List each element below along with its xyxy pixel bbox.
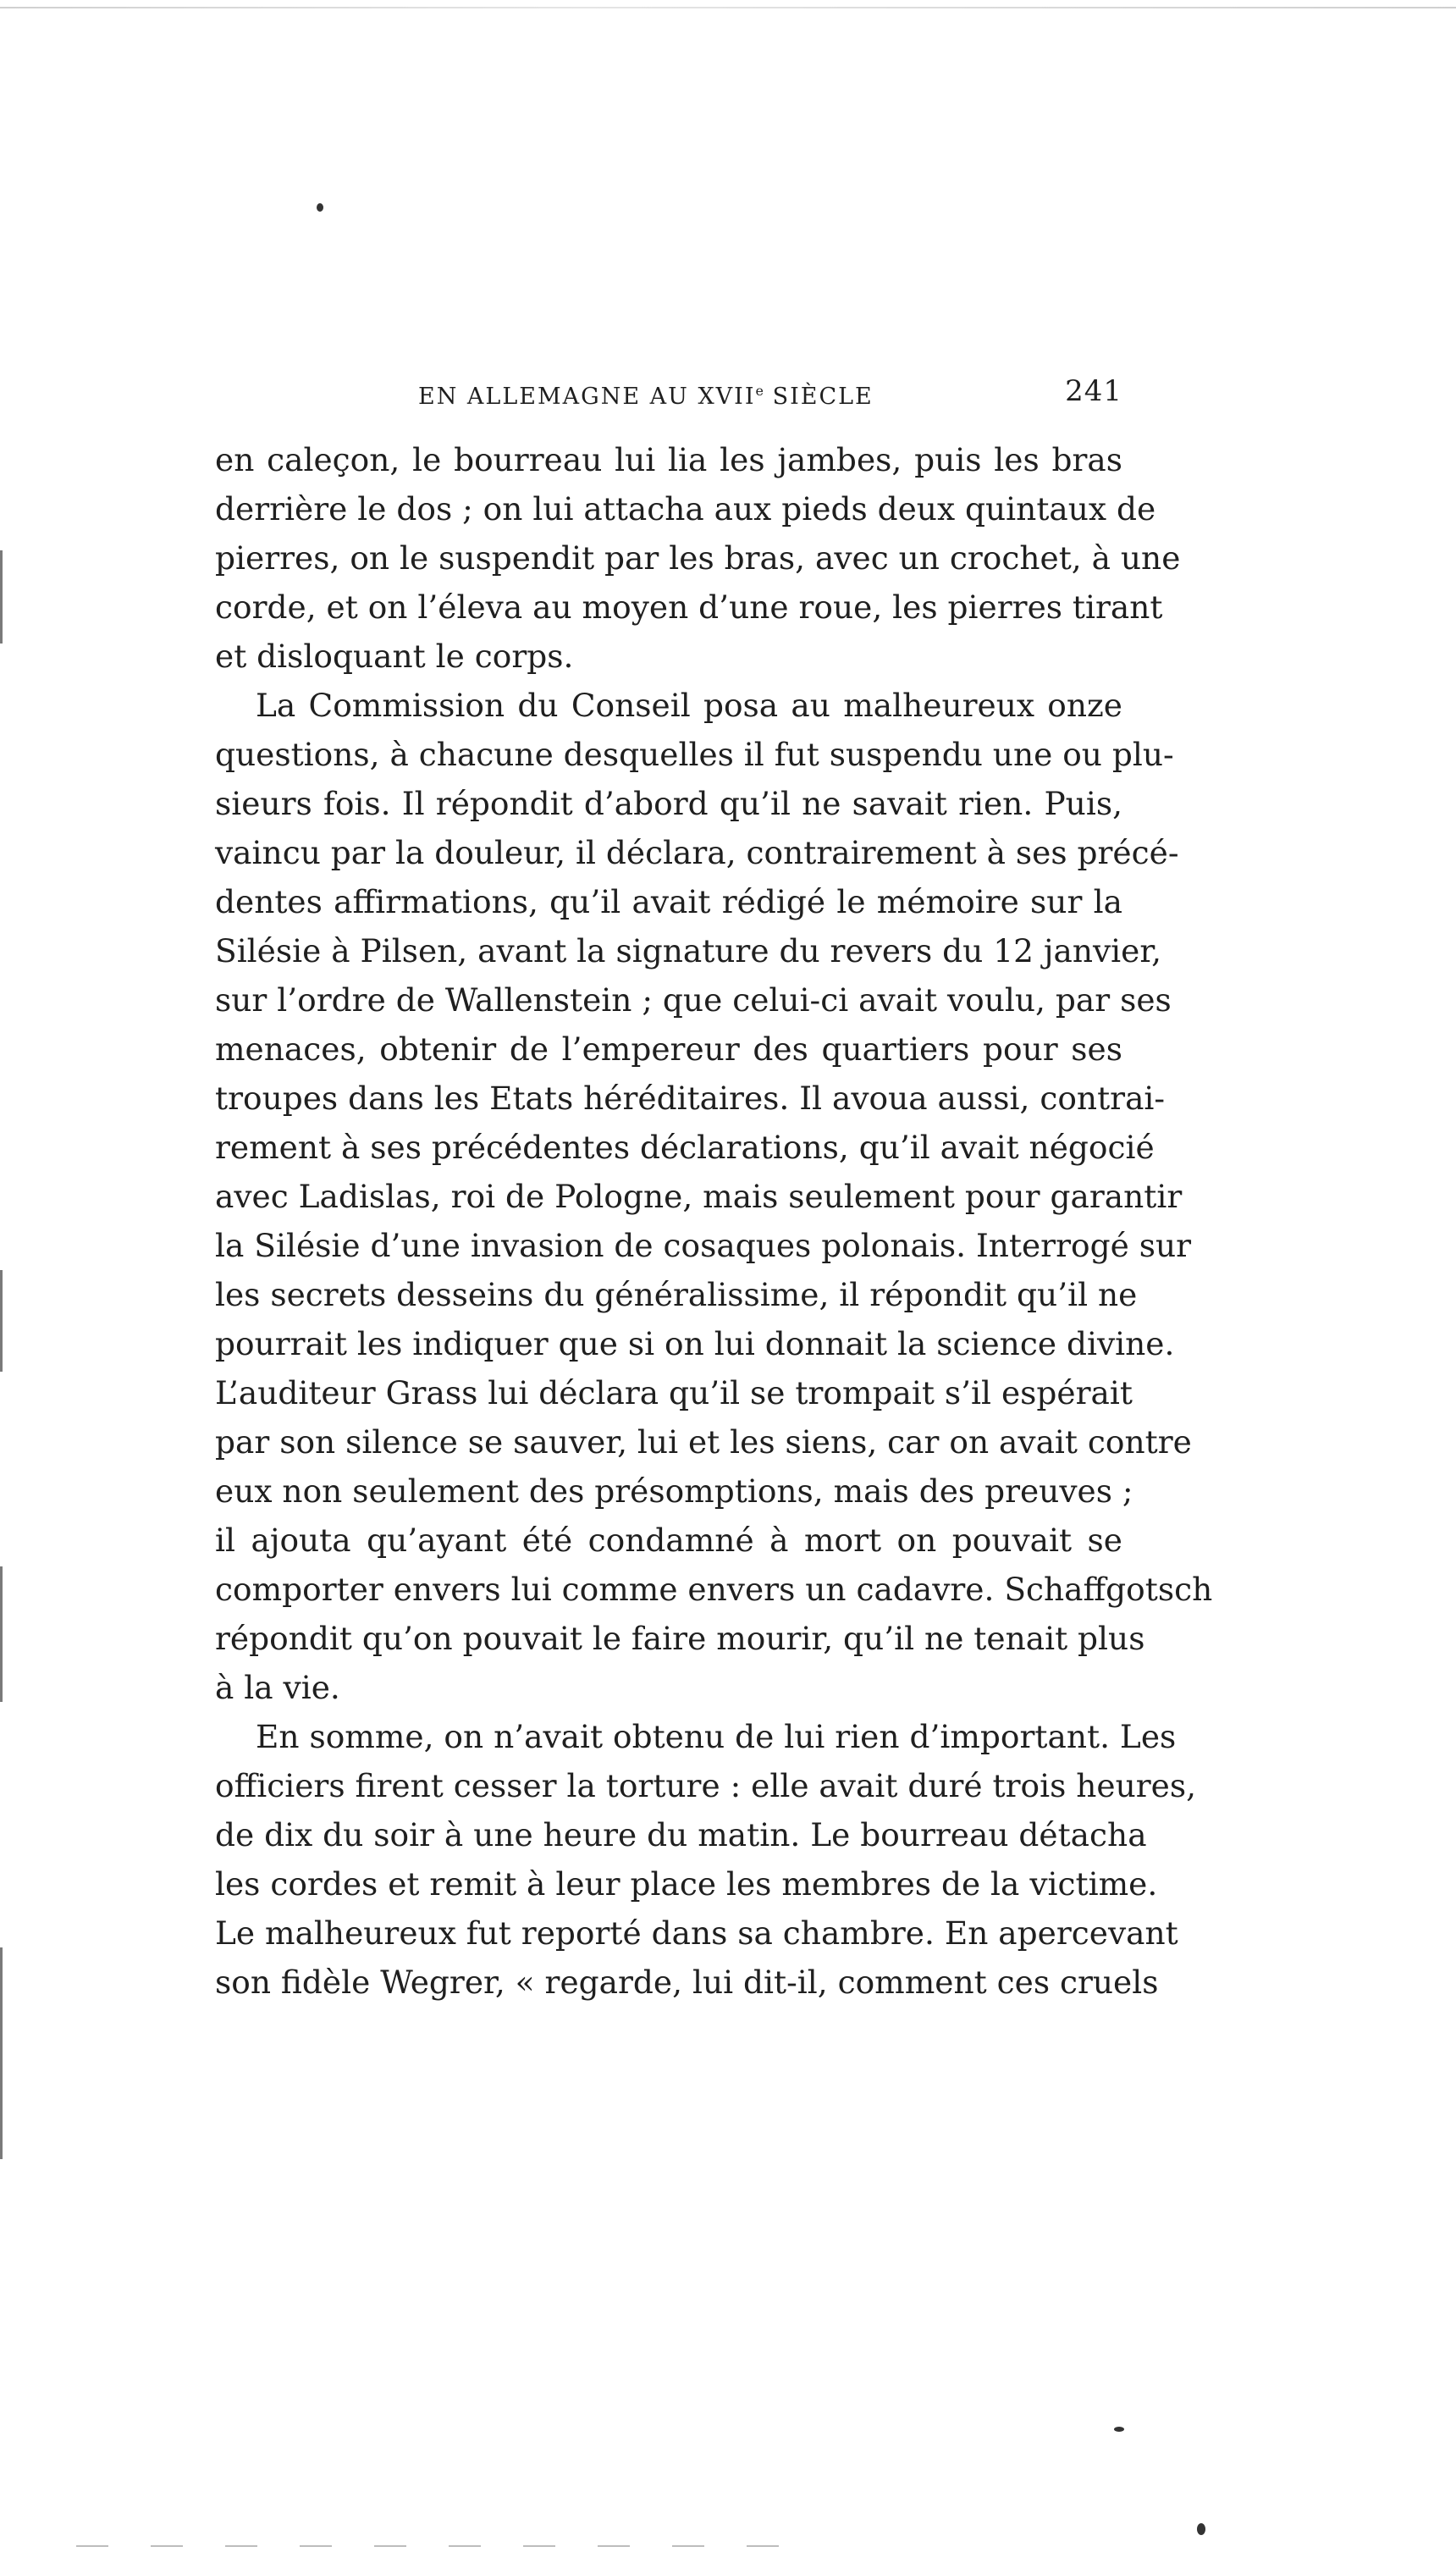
text-line: pourrait les indiquer que si on lui donnait la science divine. [215, 1325, 1175, 1362]
scan-edge-mark [0, 1566, 3, 1702]
scan-top-rule [0, 7, 1456, 8]
text-line: comporter envers lui comme envers un cadavre. Schaffgotsch [215, 1571, 1213, 1608]
scan-speck [1114, 2427, 1124, 2432]
running-title-superscript: e [755, 383, 764, 399]
running-header [215, 371, 1122, 412]
text-line: répondit qu’on pouvait le faire mourir, qu’il ne tenait plus [215, 1620, 1145, 1657]
text-line: vaincu par la douleur, il déclara, contrairement à ses précé- [215, 834, 1179, 871]
text-line: derrière le dos ; on lui attacha aux pieds deux quintaux de [215, 490, 1156, 528]
text-line: les cordes et remit à leur place les membres de la victime. [215, 1865, 1158, 1903]
scan-edge-mark [0, 1270, 3, 1372]
text-line: corde, et on l’éleva au moyen d’une roue, les pierres tirant [215, 588, 1163, 626]
text-line: la Silésie d’une invasion de cosaques polonais. Interrogé sur [215, 1227, 1192, 1264]
scan-edge-mark [0, 1947, 3, 2159]
text-line: son fidèle Wegrer, « regarde, lui dit-il, comment ces cruels [215, 1964, 1159, 2001]
running-title-tail: SIÈCLE [763, 384, 874, 410]
text-line: questions, à chacune desquelles il fut suspendu une ou plu- [215, 736, 1174, 773]
page-number: 241 [1065, 374, 1122, 408]
text-line: à la vie. [215, 1669, 340, 1706]
text-line: menaces, obtenir de l’empereur des quartiers pour ses [215, 1030, 1122, 1068]
text-line: La Commission du Conseil posa au malheureux onze [256, 687, 1122, 724]
text-line: officiers firent cesser la torture : elle avait duré trois heures, [215, 1767, 1197, 1804]
body-text [215, 435, 1213, 2007]
text-line: Silésie à Pilsen, avant la signature du revers du 12 janvier, [215, 932, 1162, 969]
text-line: sieurs fois. Il répondit d’abord qu’il ne savait rien. Puis, [215, 785, 1122, 822]
scan-bottom-dashes [76, 2545, 804, 2547]
text-line: par son silence se sauver, lui et les siens, car on avait contre [215, 1423, 1192, 1461]
text-line: pierres, on le suspendit par les bras, avec un crochet, à une [215, 539, 1181, 577]
running-title [418, 371, 874, 417]
text-line: et disloquant le corps. [215, 638, 574, 675]
scan-edge-mark [0, 550, 3, 644]
text-line: rement à ses précédentes déclarations, qu’il avait négocié [215, 1129, 1155, 1166]
text-line: de dix du soir à une heure du matin. Le bourreau détacha [215, 1816, 1147, 1853]
text-line: En somme, on n’avait obtenu de lui rien d’important. Les [256, 1718, 1177, 1755]
text-line: les secrets desseins du généralissime, il répondit qu’il ne [215, 1276, 1138, 1313]
scan-speck [317, 203, 323, 212]
text-line: eux non seulement des présomptions, mais des preuves ; [215, 1472, 1133, 1510]
text-line: troupes dans les Etats héréditaires. Il avoua aussi, contrai- [215, 1080, 1166, 1117]
text-line: L’auditeur Grass lui déclara qu’il se trompait s’il espérait [215, 1374, 1133, 1411]
running-title-text: EN ALLEMAGNE AU XVII [418, 384, 756, 410]
text-line: avec Ladislas, roi de Pologne, mais seulement pour garantir [215, 1178, 1183, 1215]
text-line: dentes affirmations, qu’il avait rédigé le mémoire sur la [215, 883, 1122, 920]
text-line: il ajouta qu’ayant été condamné à mort on pouvait se [215, 1522, 1122, 1559]
text-line: Le malheureux fut reporté dans sa chambre. En apercevant [215, 1914, 1178, 1952]
text-line: en caleçon, le bourreau lui lia les jambes, puis les bras [215, 441, 1122, 478]
text-line: sur l’ordre de Wallenstein ; que celui-ci avait voulu, par ses [215, 981, 1172, 1019]
scan-speck [1197, 2523, 1205, 2535]
